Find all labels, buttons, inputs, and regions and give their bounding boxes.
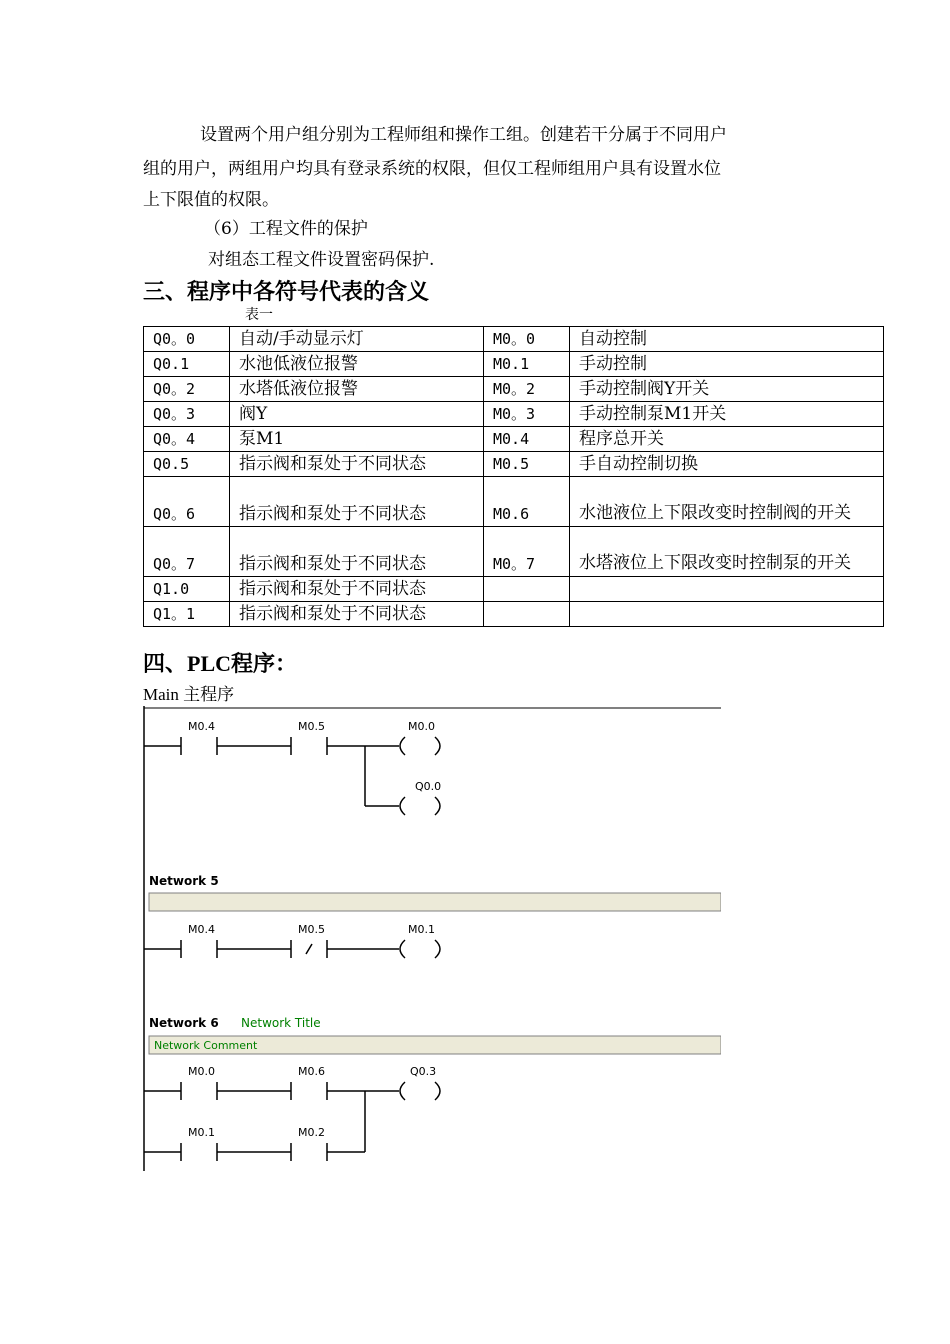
table-cell (570, 602, 884, 627)
table-cell: Q0.1 (144, 352, 230, 377)
table-row (144, 427, 884, 452)
table-cell: Q0.5 (144, 452, 230, 477)
section-3-title: 三、程序中各符号代表的含义 (143, 279, 430, 304)
table-row (144, 327, 884, 352)
table-cell: 水池低液位报警 (230, 352, 484, 377)
table-cell: 阀Y (230, 402, 484, 427)
net4-coil-2[interactable] (400, 797, 405, 815)
net6-network-title: Network Title (241, 1016, 321, 1030)
ladder-diagram (143, 706, 721, 1171)
table-cell: Q1.0 (144, 577, 230, 602)
net5-contact-2-label: M0.5 (298, 923, 325, 936)
table-cell: 指示阀和泵处于不同状态 (230, 452, 484, 477)
table-cell: 指示阀和泵处于不同状态 (230, 527, 484, 577)
symbol-table (143, 326, 884, 627)
ladder-svg (143, 706, 721, 1171)
table-cell: 水池液位上下限改变时控制阀的开关 (570, 477, 884, 527)
table-cell: 指示阀和泵处于不同状态 (230, 577, 484, 602)
net5-contact-1-label: M0.4 (188, 923, 215, 936)
net6-contact-1-label: M0.0 (188, 1065, 215, 1078)
table-cell: M0。3 (484, 402, 570, 427)
table-cell: M0。2 (484, 377, 570, 402)
net4-contact-2-label: M0.5 (298, 720, 325, 733)
item-6-text: 对组态工程文件设置密码保护. (208, 250, 435, 270)
table-cell: Q1。1 (144, 602, 230, 627)
net6-coil-label: Q0.3 (410, 1065, 437, 1078)
table-caption: 表一 (245, 307, 273, 323)
paragraph-line-3: 上下限值的权限。 (143, 190, 279, 210)
table-cell: 指示阀和泵处于不同状态 (230, 602, 484, 627)
net6-contact-3-label: M0.1 (188, 1126, 215, 1139)
net4-contact-1-label: M0.4 (188, 720, 215, 733)
net5-comment-bar[interactable] (149, 893, 721, 911)
table-cell: M0.5 (484, 452, 570, 477)
table-cell: Q0。0 (144, 327, 230, 352)
table-cell (484, 577, 570, 602)
table-cell: 自动/手动显示灯 (230, 327, 484, 352)
net4-coil-2-label: Q0.0 (415, 780, 442, 793)
table-cell: 泵M1 (230, 427, 484, 452)
table-row (144, 602, 884, 627)
table-row (144, 527, 884, 577)
paragraph-line-2: 组的用户，两组用户均具有登录系统的权限，但仅工程师组用户具有设置水位 (143, 159, 721, 179)
table-cell: M0。7 (484, 527, 570, 577)
main-program-label: Main 主程序 (143, 685, 235, 704)
table-cell: M0.1 (484, 352, 570, 377)
table-cell: M0.4 (484, 427, 570, 452)
net6-coil[interactable] (400, 1082, 405, 1100)
table-cell: 程序总开关 (570, 427, 884, 452)
network-4 (144, 720, 441, 815)
net6-contact-2-label: M0.6 (298, 1065, 325, 1078)
item-6-heading: （6）工程文件的保护 (204, 219, 368, 239)
net4-coil-1[interactable] (400, 737, 405, 755)
table-row (144, 377, 884, 402)
table-cell: 水塔液位上下限改变时控制泵的开关 (570, 527, 884, 577)
net6-comment: Network Comment (154, 1039, 258, 1052)
table-cell: Q0。3 (144, 402, 230, 427)
net6-contact-4-label: M0.2 (298, 1126, 325, 1139)
section-4-title: 四、PLC程序： (143, 651, 298, 676)
net4-coil-1-label: M0.0 (408, 720, 435, 733)
table-cell (484, 602, 570, 627)
net5-coil[interactable] (400, 940, 405, 958)
table-cell: 自动控制 (570, 327, 884, 352)
table-cell: 指示阀和泵处于不同状态 (230, 477, 484, 527)
table-cell: Q0。6 (144, 477, 230, 527)
table-cell: Q0。4 (144, 427, 230, 452)
table-cell: 手动控制阀Y开关 (570, 377, 884, 402)
net6-title: Network 6 (149, 1016, 219, 1030)
paragraph-line-1: 设置两个用户组分别为工程师组和操作工组。创建若干分属于不同用户 (200, 125, 727, 145)
table-row (144, 577, 884, 602)
table-cell: Q0。7 (144, 527, 230, 577)
net5-title: Network 5 (149, 874, 219, 888)
table-cell: 手动控制 (570, 352, 884, 377)
table-cell: 手自动控制切换 (570, 452, 884, 477)
table-cell (570, 577, 884, 602)
table-cell: Q0。2 (144, 377, 230, 402)
table-row (144, 352, 884, 377)
table-row (144, 402, 884, 427)
table-cell: M0。0 (484, 327, 570, 352)
net5-coil-label: M0.1 (408, 923, 435, 936)
table-cell: M0.6 (484, 477, 570, 527)
table-cell: 水塔低液位报警 (230, 377, 484, 402)
table-row (144, 477, 884, 527)
table-cell: 手动控制泵M1开关 (570, 402, 884, 427)
network-5 (144, 874, 721, 958)
network-6 (144, 1016, 721, 1161)
table-row (144, 452, 884, 477)
